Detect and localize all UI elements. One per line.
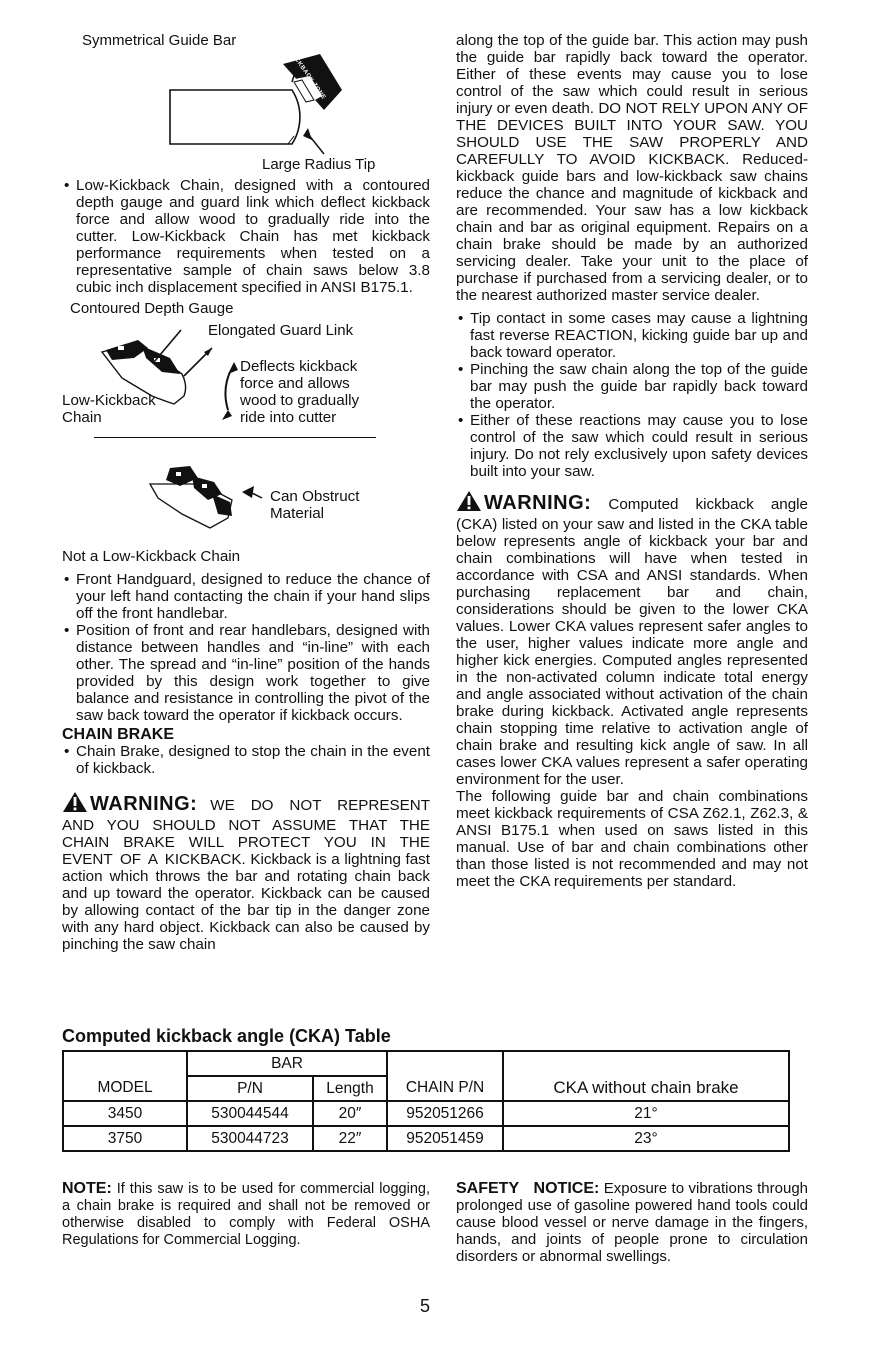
safety-notice-text: Exposure to vibrations through prolonged use of gasoline powered hand tools could cause blood vessel or nerve damage in the fingers, hands, and joints of people prone to circulation disorders or abnormal swellings. [456,1180,808,1265]
bullet-list-2 [62,571,430,724]
table-header-blank [503,1051,789,1076]
bullet-pinching: • Pinching the saw chain along the top of the guide bar may push the guide bar rapidly back toward the operator. [456,361,808,412]
table-header-cka: CKA without chain brake [503,1076,789,1101]
chain-label-line-1: Low-Kickback [62,392,156,409]
table-row [63,1126,789,1151]
table-cell-length: 22″ [313,1126,387,1151]
not-low-kickback-chain-figure [62,464,430,548]
note-label: NOTE: [62,1180,112,1197]
low-kickback-chain-figure [62,300,430,460]
fig-label-large-radius-tip: Large Radius Tip [262,156,376,173]
table-header-row-2 [63,1076,789,1101]
warning-label: WARNING: [90,793,198,815]
safety-notice-label: SAFETY NOTICE: [456,1180,600,1197]
table-header-model: MODEL [63,1076,187,1101]
warning-triangle-icon [456,490,482,516]
table-header-blank [63,1051,187,1076]
obstruct-line-1: Can Obstruct [270,488,360,505]
table-cell-pn: 530044723 [187,1126,313,1151]
table-cell-model: 3450 [63,1101,187,1126]
table-cell-chain-pn: 952051459 [387,1126,503,1151]
bullet-either-reaction: • Either of these reactions may cause you to lose control of the saw which could result in serious injury. Do not rely exclusively upon safety devices built into your saw. [456,412,808,480]
table-header-bar: BAR [187,1051,387,1076]
cka-warning-text: Computed kickback angle (CKA) listed on your saw and listed in the CKA table below represents angle of kickback your bar and chain combinations will have when tested in accordance with CSA and ANSI standards. When purchasing replacement bar and chain, considerations should be given to the lower CKA values. Lower CKA values represent safer angles to the user, higher values indicate more angle and higher kick energies. Computed angles represented in the non-activated column indicate total energy and angle associated without activation of the chain brake during kickback. Activated angle represents chain stopping time relative to activation angle of chain brake and resulting kick angle of saw. In all cases lower CKA values represent a safer operating environment for the user. [456,496,808,788]
deflect-line-1: Deflects kickback [240,358,358,375]
not-low-kickback-caption: Not a Low-Kickback Chain [62,548,241,565]
table-cell-chain-pn: 952051266 [387,1101,503,1126]
chain-label-line-2: Chain [62,409,102,426]
bullet-tip-contact: • Tip contact in some cases may cause a lightning fast reverse REACTION, kicking guide bar up and back toward operator. [456,310,808,361]
kickback-continuation-paragraph: along the top of the guide bar. This action may push the guide bar rapidly back toward the operator. Either of these events may cause you to lose control of the saw which could result in serious injury or even death. DO NOT RELY UPON ANY OF THE DEVICES BUILT INTO YOUR SAW. YOU SHOULD USE THE SAW PROPERLY AND CAREFULLY TO AVOID KICKBACK. Reduced-kickback guide bars and low-kickback saw chains reduce the chance and magnitude of kickback and are recommended. Your saw has a low kickback chain and bar as original equipment. Repairs on a chain brake should be made by an authorized servicing dealer. Take your unit to the place of purchase if purchased from a servicing dealer, or to the nearest authorized master service dealer. [456,32,808,304]
low-kickback-chain-label [62,392,156,426]
table-cell-length: 20″ [313,1101,387,1126]
page-number: 5 [420,1296,431,1316]
figure-divider [94,437,376,438]
warning-triangle-icon [62,791,88,817]
left-column [62,32,430,953]
warning-body-text: Kickback is a lightning fast action which throws the bar and rotating chain back and up toward the operator. Kickback can be caused by allowing contact of the bar tip in the danger zone with any hard object. Kickback can also be caused by pinching the saw chain [62,851,430,953]
commercial-logging-note [62,1180,430,1249]
bullet-low-kickback-chain: • Low-Kickback Chain, designed with a contoured depth gauge and guard link which deflect kickback force and allow wood to gradually ride into the cutter. Low-Kickback Chain has met kickback performance requirements when tested on a representative sample of chain saws below 3.8 cubic inch displacement specified in ANSI B175.1. [62,177,430,296]
standard-chain-diagram [62,464,430,548]
table-header-row-1 [63,1051,789,1076]
chain-brake-warning [62,791,430,953]
deflect-line-3: wood to gradually [240,392,360,409]
bullet-list-1 [62,177,430,296]
note-text: If this saw is to be used for commercial logging, a chain brake is required and shall not be removed or otherwise disabled to comply with Federal OSHA Regulations for Commercial Logging. [62,1181,430,1248]
deflects-kickback-text [240,358,359,426]
bullet-handlebar-position: • Position of front and rear handlebars, designed with distance between handles and “in-line” with each other. The spread and “in-line” position of the hands provided by this design work together to give balance and resistance in controlling the pivot of the saw back toward the operator if kickback occurs. [62,622,430,724]
kickback-zone-tag: KICKBACK ZONE [288,50,327,101]
obstruct-line-2: Material [270,505,325,522]
fig-label-elongated-guard-link: Elongated Guard Link [208,322,354,339]
deflect-line-4: ride into cutter [240,409,337,426]
bullet-list-3 [62,743,430,777]
guide-bar-diagram [62,32,430,167]
warning-label: WARNING: [484,492,592,514]
table-header-pn: P/N [187,1076,313,1101]
bullet-chain-brake: • Chain Brake, designed to stop the chain in the event of kickback. [62,743,430,777]
table-header-length: Length [313,1076,387,1101]
bullet-front-handguard: • Front Handguard, designed to reduce the chance of your left hand contacting the chain if your hand slips off the front handlebar. [62,571,430,622]
fig-label-symmetrical-guide-bar: Symmetrical Guide Bar [82,32,237,49]
cka-warning [456,490,808,788]
table-header-blank [387,1051,503,1076]
cka-table-title: Computed kickback angle (CKA) Table [62,1026,391,1046]
table-cell-model: 3750 [63,1126,187,1151]
safety-notice [456,1180,808,1265]
can-obstruct-text [270,488,359,522]
symmetrical-guide-bar-figure [62,32,430,173]
table-cell-cka: 21° [503,1101,789,1126]
warning-caps-text: WE DO NOT REPRESENT AND YOU SHOULD NOT ASSUME THAT THE CHAIN BRAKE WILL PROTECT YOU IN THE EVENT OF A KICKBACK. [62,797,430,868]
table-header-chain-pn: CHAIN P/N [387,1076,503,1101]
chain-brake-heading: CHAIN BRAKE [62,726,174,743]
table-cell-pn: 530044544 [187,1101,313,1126]
reaction-bullets [456,310,808,480]
deflect-line-2: force and allows [240,375,350,392]
table-row [63,1101,789,1126]
table-cell-cka: 23° [503,1126,789,1151]
right-column [456,32,808,890]
fig-label-contoured-depth-gauge: Contoured Depth Gauge [70,300,234,317]
cka-table [62,1050,790,1152]
following-combinations-paragraph: The following guide bar and chain combinations meet kickback requirements of CSA Z62.1, Z62.3, & ANSI B175.1 when used on saws listed in this manual. Use of bar and chain combinations other than those listed is not recommended and may not meet the CKA requirements per standard. [456,788,808,890]
